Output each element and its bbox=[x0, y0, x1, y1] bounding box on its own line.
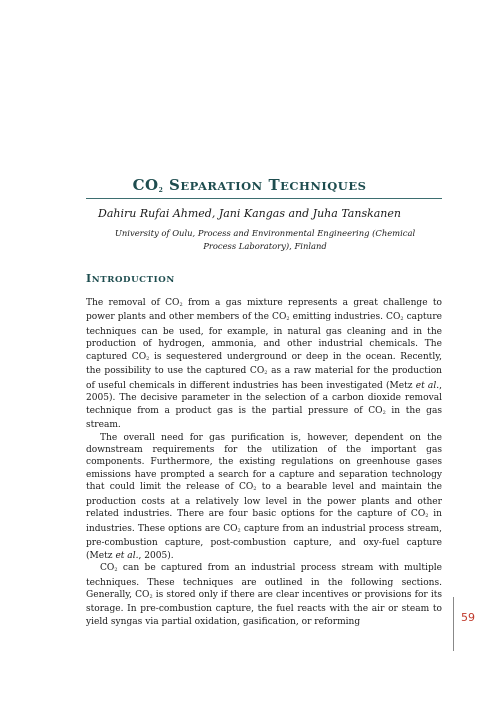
title-word-1: SEPARATION bbox=[169, 176, 263, 194]
text-run: from a gas mixture represents a great challenge to power plants and other members of the CO bbox=[86, 298, 442, 323]
page-number-rule bbox=[453, 597, 454, 651]
section-heading-initial: I bbox=[86, 272, 92, 285]
text-run: is stored only if there are clear incentives or provisions for its storage. In pre-combustion capture, the fuel reacts with the air or steam to yield syngas via partial oxidation, gasification, or reforming bbox=[86, 589, 442, 627]
subscript: 2 bbox=[114, 567, 118, 574]
subscript: 2 bbox=[253, 486, 257, 493]
text-run: emitting industries. CO bbox=[289, 312, 401, 323]
italic-text: et al. bbox=[115, 550, 139, 561]
subscript: 2 bbox=[425, 513, 429, 520]
body-text bbox=[86, 297, 442, 628]
title-rule bbox=[86, 198, 442, 199]
affiliation: University of Oulu, Process and Environmental Engineering (Chemical Process Laboratory), Finland bbox=[114, 228, 416, 251]
subscript: 2 bbox=[400, 316, 404, 323]
italic-text: et al. bbox=[415, 380, 440, 391]
subscript: 2 bbox=[149, 593, 153, 600]
text-run: capture techniques can be used, for example, in natural gas cleaning and in the production of hydrogen, ammonia, and other industrial chemicals. The captured CO bbox=[86, 312, 443, 362]
text-run: , 2005). The decisive parameter in the selection of a carbon dioxide removal technique from a product gas is the partial pressure of CO bbox=[86, 380, 442, 416]
chapter-title bbox=[0, 176, 499, 194]
text-run: to a bearable level and maintain the production costs at a relatively low level in the power plants and other related industries. There are four basic options for the capture of CO bbox=[86, 482, 443, 520]
subscript: 2 bbox=[264, 370, 268, 377]
title-co: CO bbox=[132, 176, 159, 194]
page-number: 59 bbox=[461, 611, 475, 624]
authors: Dahiru Rufai Ahmed, Jani Kangas and Juha Tanskanen bbox=[98, 207, 401, 220]
paragraph bbox=[86, 562, 442, 628]
subscript: 2 bbox=[146, 355, 150, 362]
section-heading-rest: NTRODUCTION bbox=[91, 275, 175, 285]
text-run: The overall need for gas purification is, however, dependent on the downstream requirements for the utilization of the important gas components. Furthermore, the existing regulations on greenhouse gases emissions have prompted a search for a capture and separation technology that could limit the release of CO bbox=[86, 432, 442, 493]
text-run: capture from an industrial process stream, pre-combustion capture, post-combustion capture, and oxy-fuel capture (Metz bbox=[86, 523, 442, 561]
text-run: The removal of CO bbox=[86, 298, 180, 308]
title-word-2: TECHNIQUES bbox=[268, 176, 367, 194]
text-run: can be captured from an industrial process stream with multiple techniques. These techniques are outlined in the following sections. Generally, CO bbox=[86, 563, 442, 600]
text-run: , 2005). bbox=[138, 550, 174, 561]
paragraph bbox=[86, 432, 442, 563]
text-run: is sequestered underground or deep in the ocean. Recently, the possibility to use the captured CO bbox=[86, 351, 442, 377]
paragraph bbox=[86, 297, 442, 432]
subscript: 2 bbox=[237, 527, 241, 534]
subscript: 2 bbox=[179, 302, 183, 308]
subscript: 2 bbox=[382, 409, 386, 416]
section-heading bbox=[86, 272, 175, 285]
subscript: 2 bbox=[286, 316, 290, 323]
text-run: in the gas stream. bbox=[86, 405, 442, 431]
title-subscript: 2 bbox=[158, 187, 164, 194]
text-run: CO bbox=[100, 563, 115, 574]
text-run: as a raw material for the production of useful chemicals in different industries has been investigated (Metz bbox=[86, 366, 442, 391]
text-run: in industries. These options are CO bbox=[86, 509, 442, 534]
